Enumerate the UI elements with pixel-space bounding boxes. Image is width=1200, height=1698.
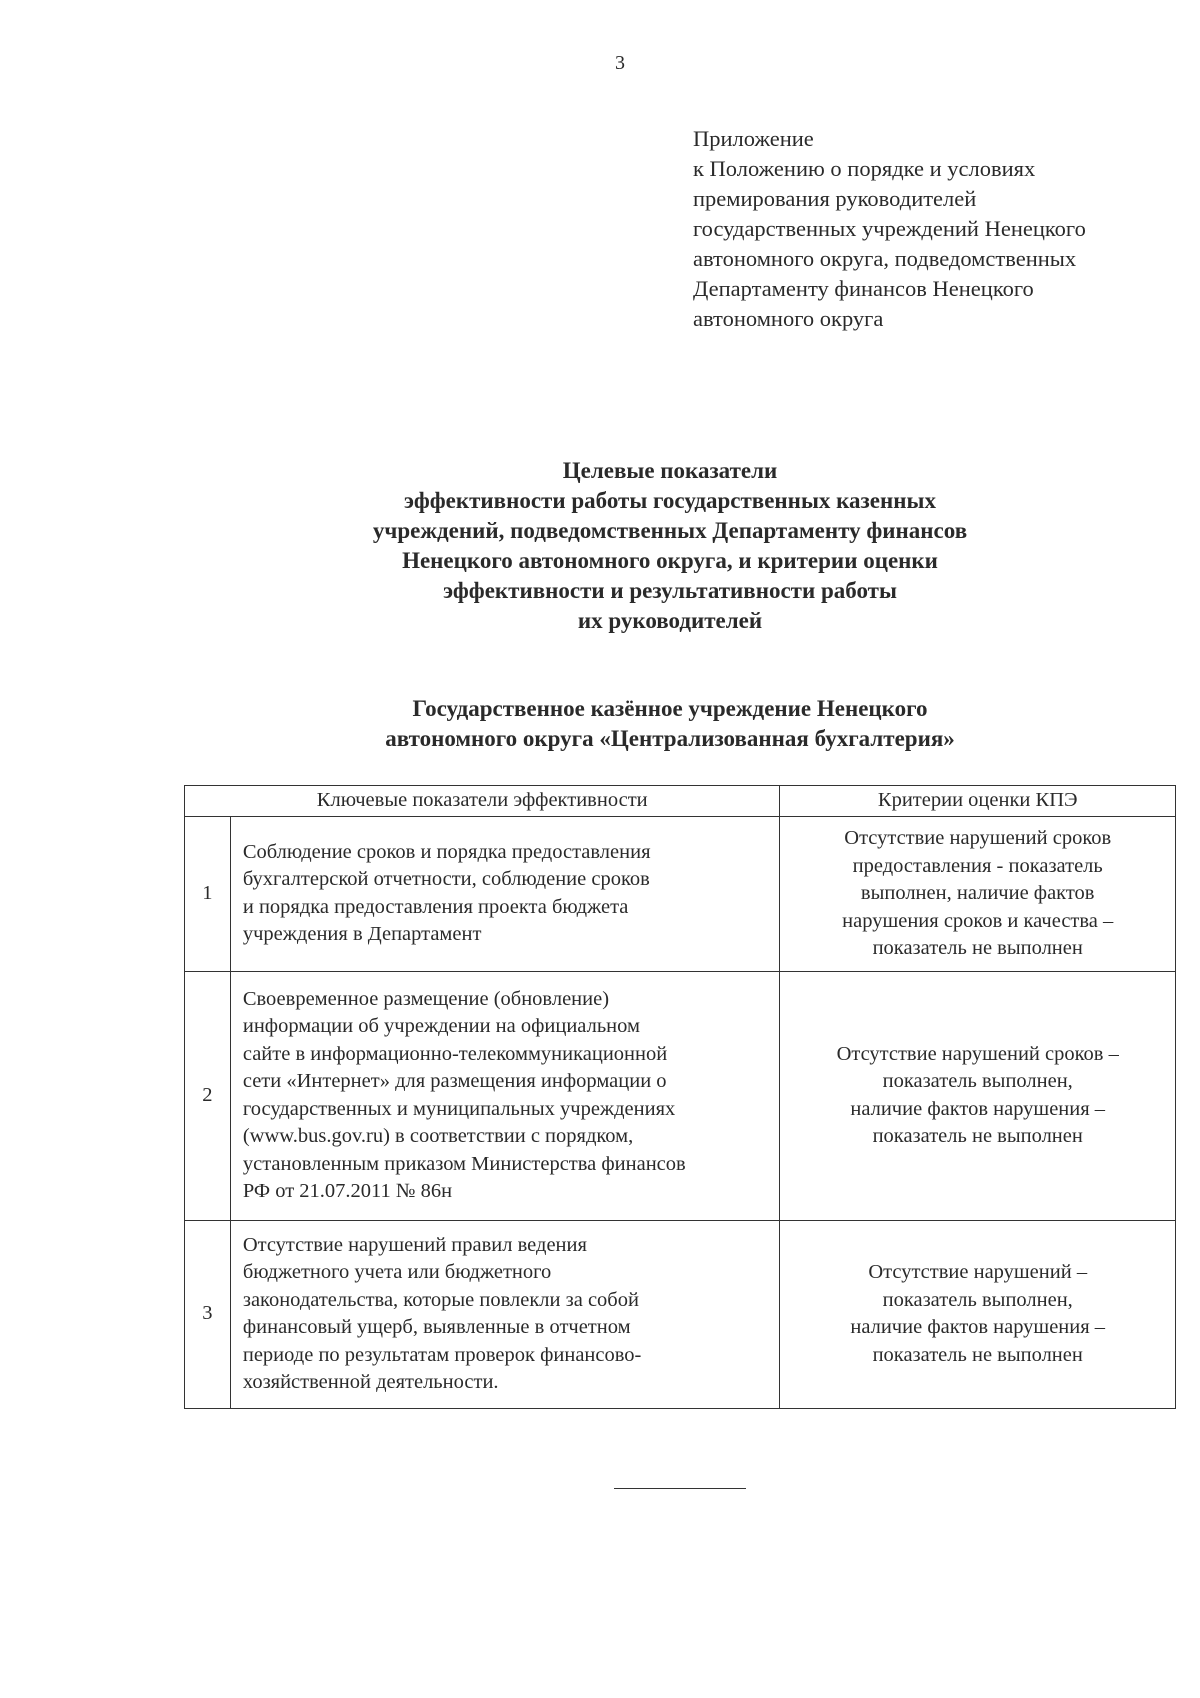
- row-number: 3: [185, 1220, 231, 1408]
- indicator-line: учреждения в Департамент: [242, 923, 482, 946]
- indicator-cell: [230, 1220, 780, 1408]
- page-number: 3: [615, 52, 625, 74]
- criteria-line: показатель выполнен,: [882, 1070, 1073, 1092]
- indicator-line: Отсутствие нарушений правил ведения: [242, 1233, 587, 1256]
- indicator-line: финансовый ущерб, выявленные в отчетном: [242, 1316, 631, 1338]
- indicator-line: РФ от 21.07.2011 № 86н: [242, 1180, 453, 1202]
- appendix-line: автономного округа, подведомственных: [693, 246, 1077, 271]
- table-row: [185, 1220, 1176, 1408]
- indicator-line: и порядка предоставления проекта бюджета: [242, 895, 629, 918]
- indicator-line: Своевременное размещение (обновление): [242, 987, 610, 1010]
- criteria-line: выполнен, наличие фактов: [860, 882, 1095, 904]
- indicator-line: (www.bus.gov.ru) в соответствии с порядком,: [242, 1125, 634, 1147]
- institution-subtitle: [200, 694, 1140, 754]
- title-line: эффективности и результативности работы: [443, 578, 897, 603]
- kpi-table: [184, 785, 1176, 1409]
- table-row: [185, 817, 1176, 972]
- criteria-line: показатель не выполнен: [872, 1343, 1083, 1366]
- subtitle-line: Государственное казённое учреждение Ненецкого: [412, 696, 928, 721]
- table-header-row: [185, 786, 1176, 817]
- indicator-line: сайте в информационно-телекоммуникационной: [242, 1042, 668, 1065]
- header-indicators: Ключевые показатели эффективности: [185, 786, 780, 817]
- appendix-line: Департаменту финансов Ненецкого: [693, 276, 1034, 301]
- criteria-line: Отсутствие нарушений сроков –: [836, 1042, 1119, 1065]
- criteria-line: показатель не выполнен: [872, 937, 1083, 959]
- criteria-line: нарушения сроков и качества –: [842, 909, 1114, 932]
- criteria-line: наличие фактов нарушения –: [850, 1316, 1106, 1338]
- subtitle-line: автономного округа «Централизованная бухгалтерия»: [385, 726, 955, 751]
- criteria-cell: [780, 971, 1176, 1220]
- indicator-line: законодательства, которые повлекли за собой: [242, 1288, 639, 1311]
- indicator-line: информации об учреждении на официальном: [242, 1015, 640, 1037]
- criteria-line: наличие фактов нарушения –: [850, 1097, 1106, 1120]
- indicator-line: бухгалтерской отчетности, соблюдение сроков: [242, 868, 650, 891]
- appendix-line: премирования руководителей: [693, 186, 977, 211]
- appendix-line: Приложение: [693, 126, 814, 151]
- indicator-line: периоде по результатам проверок финансово-: [242, 1343, 642, 1366]
- criteria-line: предоставления - показатель: [852, 854, 1103, 877]
- indicator-line: установленным приказом Министерства финансов: [242, 1152, 686, 1175]
- document-title: [200, 456, 1140, 636]
- criteria-line: Отсутствие нарушений сроков: [844, 827, 1112, 849]
- indicator-line: бюджетного учета или бюджетного: [242, 1261, 552, 1283]
- title-line: учреждений, подведомственных Департаменту финансов: [372, 518, 968, 543]
- indicator-cell: [230, 971, 780, 1220]
- criteria-cell: [780, 817, 1176, 972]
- header-criteria: Критерии оценки КПЭ: [780, 786, 1176, 817]
- title-line: их руководителей: [577, 608, 763, 633]
- end-divider: [614, 1488, 746, 1489]
- indicator-line: государственных и муниципальных учреждениях: [242, 1097, 676, 1120]
- row-number: 2: [185, 971, 231, 1220]
- appendix-line: государственных учреждений Ненецкого: [693, 216, 1086, 241]
- indicator-line: хозяйственной деятельности.: [242, 1371, 499, 1393]
- appendix-note: [693, 124, 1173, 334]
- indicator-line: Соблюдение сроков и порядка предоставления: [242, 840, 651, 863]
- table-row: [185, 971, 1176, 1220]
- indicator-cell: [230, 817, 780, 972]
- criteria-cell: [780, 1220, 1176, 1408]
- appendix-line: к Положению о порядке и условиях: [693, 156, 1036, 181]
- criteria-line: Отсутствие нарушений –: [868, 1261, 1088, 1283]
- criteria-line: показатель выполнен,: [882, 1288, 1073, 1311]
- appendix-line: автономного округа: [693, 306, 884, 331]
- title-line: эффективности работы государственных казенных: [404, 488, 936, 513]
- title-line: Целевые показатели: [562, 458, 778, 483]
- title-line: Ненецкого автономного округа, и критерии оценки: [402, 548, 938, 573]
- row-number: 1: [185, 817, 231, 972]
- indicator-line: сети «Интернет» для размещения информации о: [242, 1070, 667, 1092]
- criteria-line: показатель не выполнен: [872, 1125, 1083, 1147]
